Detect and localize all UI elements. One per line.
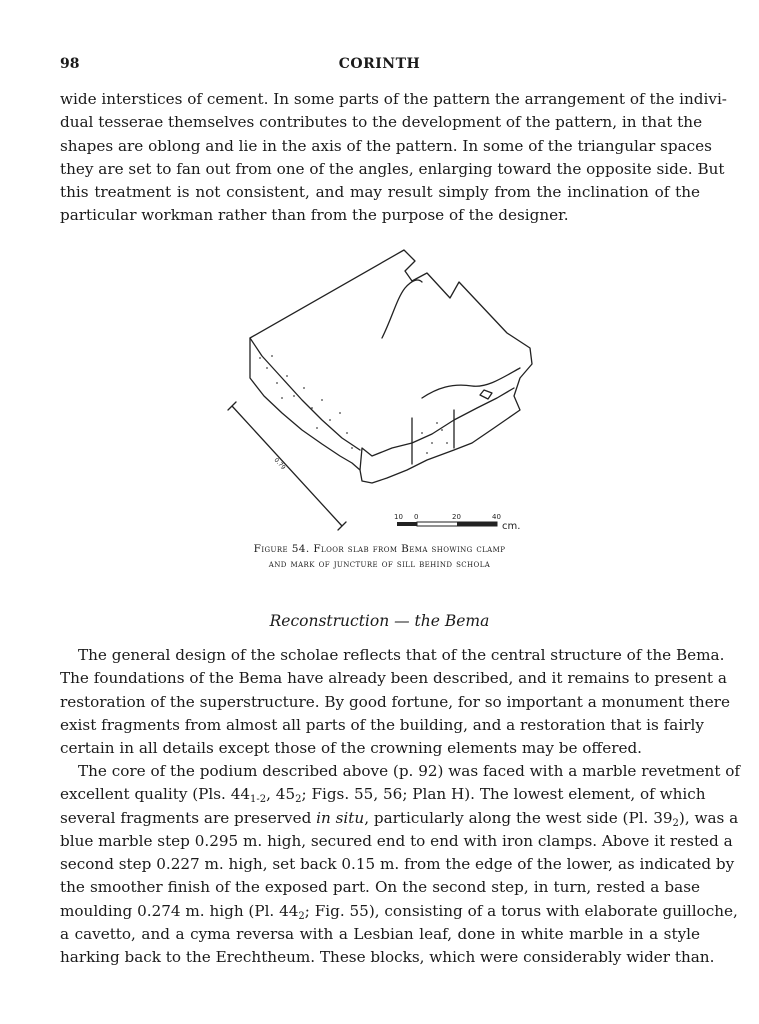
italic-run: in situ — [316, 808, 365, 827]
text-run: ), was a — [678, 808, 739, 827]
text-run: excellent quality (Pls. 44 — [60, 785, 251, 804]
text-line — [60, 900, 738, 923]
broken-edge — [382, 280, 422, 338]
text-line: The core of the podium described above (p. 92) was faced with a marble revetment of — [78, 762, 741, 780]
dimension-label: 0.79 — [272, 456, 287, 472]
text-line: the smoother finish of the exposed part. On the second step, in turn, rested a base — [60, 878, 700, 897]
text-run: , particularly along the west side (Pl. 39 — [364, 808, 673, 827]
text-line: harking back to the Erechtheum. These blocks, which were considerably wider than. — [60, 948, 715, 967]
text-run: several fragments are preserved — [60, 808, 317, 827]
subscript: 2 — [298, 910, 305, 922]
section-title: Reconstruction — the Bema — [269, 612, 490, 630]
floor-slab-drawing — [222, 238, 542, 538]
text-line: shapes are oblong and lie in the axis of the pattern. In some of the triangular spaces — [60, 136, 712, 155]
scale-label: 40 — [492, 513, 501, 521]
text-line: dual tesserae themselves contributes to the development of the pattern, in that the — [60, 113, 703, 132]
text-run: , 45 — [266, 785, 296, 804]
text-line: restoration of the superstructure. By good fortune, for so important a monument there — [60, 692, 730, 711]
text-line — [60, 783, 706, 806]
subscript: 1-2 — [250, 794, 267, 806]
text-line: this treatment is not consistent, and may result simply from the inclination of the — [60, 183, 700, 202]
clamp-mark — [480, 390, 492, 399]
slab-front-edge — [360, 388, 514, 470]
figure-floor-slab — [222, 238, 542, 538]
text-line: certain in all details except those of the crowning elements may be offered. — [60, 739, 643, 758]
figure-caption — [0, 542, 759, 572]
text-line — [60, 807, 739, 830]
text-line: second step 0.227 m. high, set back 0.15 m. from the edge of the lower, as indicated by — [60, 855, 735, 874]
text-line: blue marble step 0.295 m. high, secured end to end with iron clamps. Above it rested a — [60, 831, 733, 850]
scale-bar — [394, 513, 520, 532]
scale-label: 0 — [414, 513, 419, 521]
subscript: 2 — [672, 817, 679, 829]
text-run: ; Fig. 55), consisting of a torus with elaborate guilloche, — [304, 901, 738, 920]
text-line: they are set to fan out from one of the angles, enlarging toward the opposite side. But — [60, 159, 725, 178]
paragraph-1 — [60, 644, 730, 760]
intro-paragraph — [60, 88, 727, 228]
running-head: CORINTH — [338, 56, 421, 72]
scale-unit: cm. — [502, 521, 521, 532]
text-line: The general design of the scholae reflects that of the central structure of the Bema. — [78, 646, 725, 664]
scale-label: 10 — [394, 513, 403, 521]
page-number: 98 — [60, 56, 80, 72]
paragraph-2 — [60, 760, 741, 970]
text-run: ; Figs. 55, 56; Plan H). The lowest element, of which — [301, 785, 706, 804]
text-line: particular workman rather than from the purpose of the designer. — [60, 206, 569, 225]
scale-label: 20 — [452, 513, 461, 521]
slab-side-edge — [250, 338, 360, 450]
text-line: wide interstices of cement. In some parts of the pattern the arrangement of the indivi- — [60, 90, 727, 108]
text-line: The foundations of the Bema have already been described, and it remains to present a — [60, 669, 727, 688]
juncture-sill — [412, 410, 454, 464]
caption-line: Figure 54. Floor slab from Bema showing clamp — [253, 543, 506, 555]
caption-line: and mark of juncture of sill behind schola — [268, 558, 491, 570]
subscript: 2 — [295, 794, 302, 806]
text-run: moulding 0.274 m. high (Pl. 44 — [60, 901, 299, 920]
text-line: a cavetto, and a cyma reversa with a Lesbian leaf, done in white marble in a style — [60, 925, 700, 944]
text-line: exist fragments from almost all parts of the building, and a restoration that is fairly — [60, 715, 704, 734]
